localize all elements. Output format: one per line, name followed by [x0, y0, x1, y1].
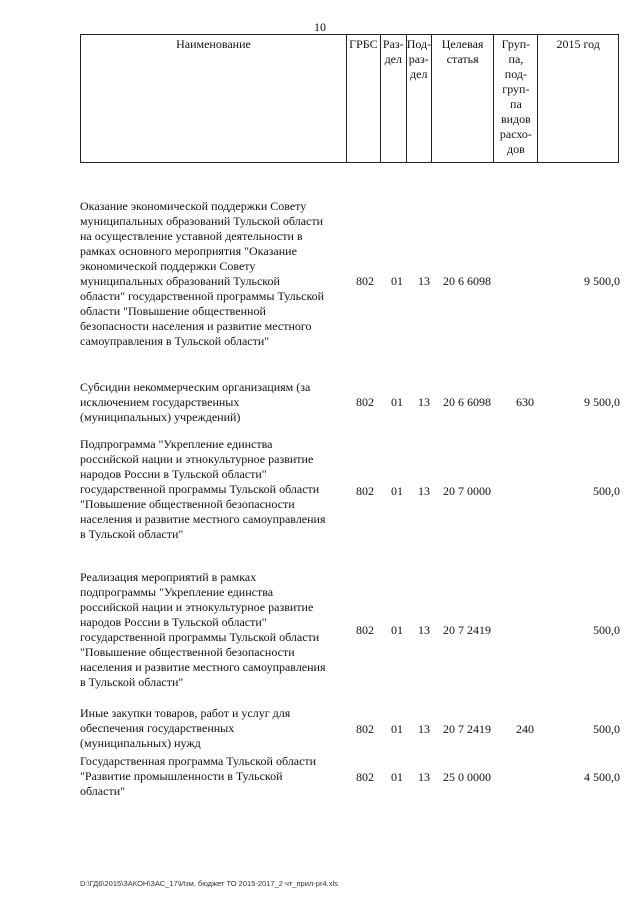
header-grbs: ГРБС	[347, 35, 381, 162]
row-podrazdel: 13	[418, 274, 430, 288]
row-podrazdel: 13	[418, 623, 430, 637]
table-row	[80, 380, 620, 425]
header-year-2015: 2015 год	[556, 37, 600, 51]
row-name: Субсидии некоммерческим организациям (за исключением государственных (муниципальных) учреждений)	[80, 380, 311, 424]
table-row	[80, 570, 620, 690]
row-grbs: 802	[356, 770, 374, 784]
row-amount: 500,0	[593, 623, 620, 637]
row-celevaya-statya: 20 7 2419	[443, 722, 491, 736]
row-vid-raskhodov: 240	[516, 722, 534, 736]
row-amount: 9 500,0	[584, 274, 620, 288]
row-grbs: 802	[356, 274, 374, 288]
row-name: Подпрограмма "Укрепление единства российской нации и этнокультурное развитие народов России в Тульской области" государственной программы Тульской области "Повышение общественной безопасности населения и развитие местного самоуправления в Тульской области"	[80, 437, 326, 541]
row-celevaya-statya: 20 7 0000	[443, 484, 491, 498]
row-razdel: 01	[391, 395, 403, 409]
header-podrazdel: Под- раз- дел	[407, 35, 432, 162]
row-name: Государственная программа Тульской области "Развитие промышленности в Тульской области"	[80, 754, 317, 798]
table-row	[80, 706, 620, 751]
row-amount: 500,0	[593, 484, 620, 498]
file-path-footer: D:\ГД6\2015\ЗАКОН\ЗАС_17\Изм. бюджет ТО 2015-2017_2 чт_прил-pr4.xls	[80, 879, 338, 888]
row-amount: 500,0	[593, 722, 620, 736]
row-celevaya-statya: 20 6 6098	[443, 395, 491, 409]
row-grbs: 802	[356, 623, 374, 637]
row-celevaya-statya: 20 7 2419	[443, 623, 491, 637]
table-row	[80, 199, 620, 349]
row-amount: 9 500,0	[584, 395, 620, 409]
header-name: Наименование	[81, 35, 347, 162]
row-podrazdel: 13	[418, 770, 430, 784]
row-podrazdel: 13	[418, 484, 430, 498]
row-razdel: 01	[391, 274, 403, 288]
row-celevaya-statya: 25 0 0000	[443, 770, 491, 784]
row-razdel: 01	[391, 484, 403, 498]
row-grbs: 802	[356, 395, 374, 409]
row-podrazdel: 13	[418, 395, 430, 409]
table-row	[80, 754, 620, 799]
row-amount: 4 500,0	[584, 770, 620, 784]
row-razdel: 01	[391, 770, 403, 784]
header-celevaya-statya: Целевая статья	[432, 35, 495, 162]
table-row	[80, 437, 620, 542]
row-celevaya-statya: 20 6 6098	[443, 274, 491, 288]
row-grbs: 802	[356, 722, 374, 736]
table-header	[80, 34, 619, 163]
row-name: Оказание экономической поддержки Совету муниципальных образований Тульской области на осуществление уставной деятельности в рамках основного мероприятия "Оказание экономической поддержки Совету муниципальных образований Тульской области" государственной программы Тульской области "Повышение общественной безопасности населения и развитие местного самоуправления в Тульской области"	[80, 199, 325, 348]
row-grbs: 802	[356, 484, 374, 498]
row-name: Иные закупки товаров, работ и услуг для обеспечения государственных (муниципальных) нужд	[80, 706, 291, 750]
row-razdel: 01	[391, 722, 403, 736]
header-vid-raskhodov: Груп- па, под- груп- па видов расхо- дов	[494, 35, 538, 162]
row-name: Реализация мероприятий в рамках подпрограммы "Укрепление единства российской нации и этнокультурное развитие народов России в Тульской области" государственной программы Тульской области "Повышение общественной безопасности населения и развитие местного самоуправления в Тульской области"	[80, 570, 326, 689]
row-podrazdel: 13	[418, 722, 430, 736]
header-razdel: Раз- дел	[381, 35, 407, 162]
row-vid-raskhodov: 630	[516, 395, 534, 409]
page-number: 10	[314, 20, 326, 34]
row-razdel: 01	[391, 623, 403, 637]
